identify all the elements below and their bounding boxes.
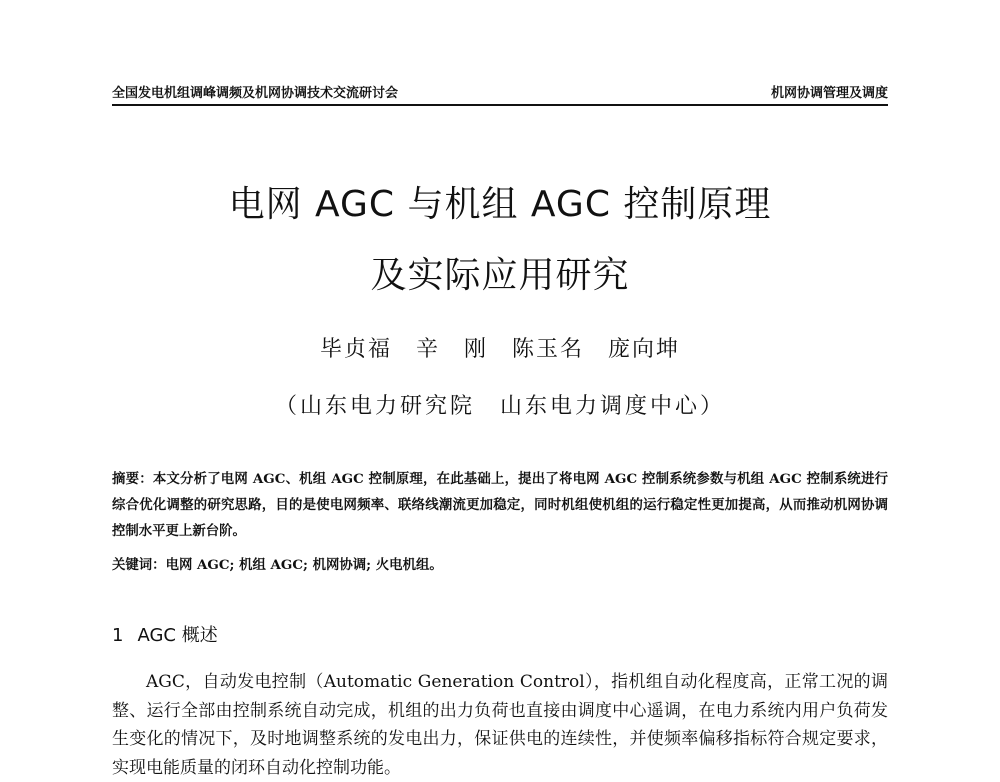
abstract-text: 本文分析了电网 AGC、机组 AGC 控制原理，在此基础上，提出了将电网 AGC 控制系统参数与机组 AGC 控制系统进行综合优化调整的研究思路，目的是使电网频率、联络线潮流更加稳定，同时机组使机组的运行稳定性更加提高，从而推动机网协调控制水平更上新台阶。 bbox=[112, 471, 889, 539]
title-line-1: 电网 AGC 与机组 AGC 控制原理 bbox=[228, 184, 772, 225]
affiliation: （山东电力研究院 山东电力调度中心） bbox=[274, 394, 725, 419]
body-paragraph: AGC，自动发电控制（Automatic Generation Control），指机组自动化程度高，正常工况的调整、运行全部由控制系统自动完成，机组的出力负荷也直接由调度中心遥调，在电力系统内用户负荷发生变化的情况下，及时地调整系统的发电出力，保证供电的连续性，并使频率偏移指标符合规定要求，实现电能质量的闭环自动化控制功能。 bbox=[112, 672, 888, 778]
authors: 毕贞福 辛 刚 陈玉名 庞向坤 bbox=[319, 337, 680, 362]
section-number: 1 bbox=[112, 625, 124, 646]
section-title: AGC 概述 bbox=[137, 625, 218, 646]
title-line-2: 及实际应用研究 bbox=[370, 255, 630, 296]
section-heading bbox=[112, 624, 218, 648]
running-header-right: 机网协调管理及调度 bbox=[770, 86, 888, 101]
abstract bbox=[112, 466, 888, 544]
keywords-label: 关键词： bbox=[112, 557, 166, 573]
keywords-text: 电网 AGC; 机组 AGC; 机网协调; 火电机组。 bbox=[165, 557, 443, 573]
header-rule bbox=[112, 104, 888, 106]
abstract-label: 摘要： bbox=[112, 471, 153, 487]
running-header bbox=[112, 84, 888, 104]
keywords bbox=[112, 554, 888, 576]
running-header-left: 全国发电机组调峰调频及机网协调技术交流研讨会 bbox=[112, 86, 399, 101]
